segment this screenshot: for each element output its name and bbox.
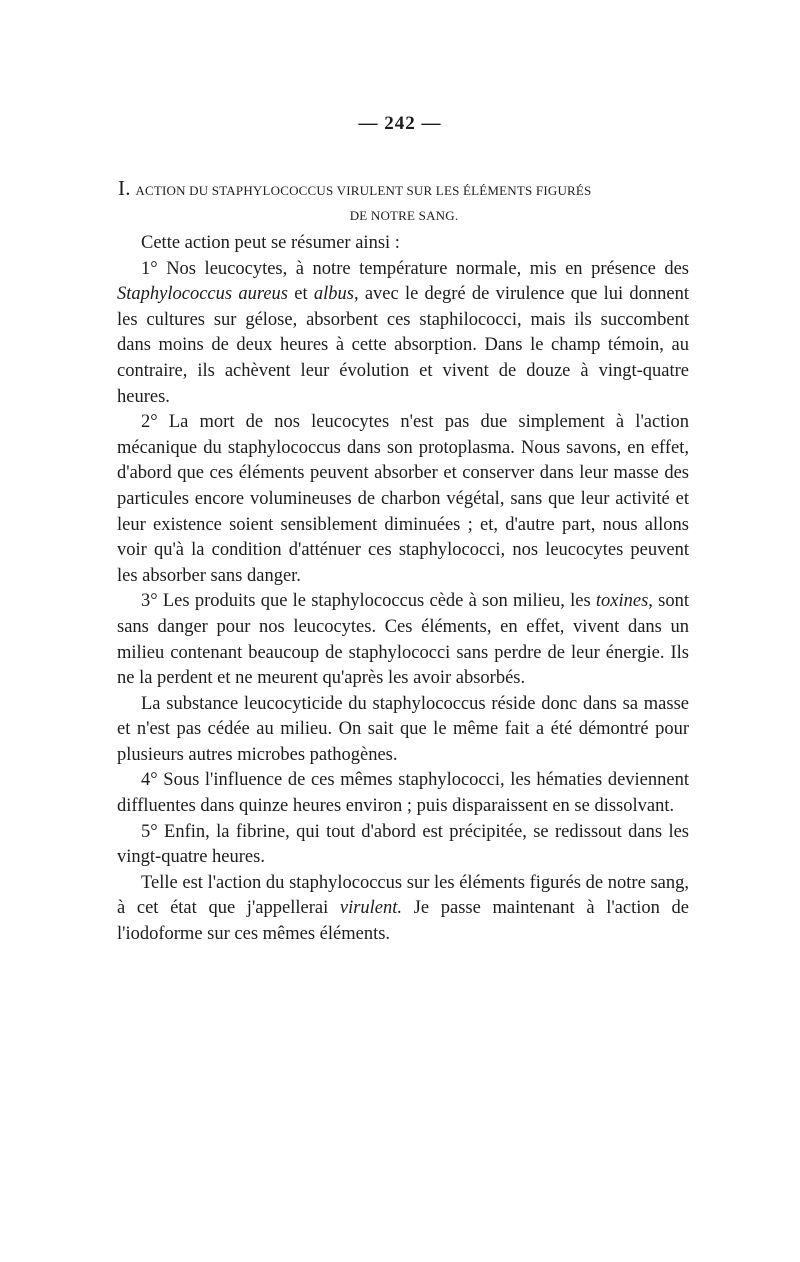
paragraph-1-part-c: , avec le degré de virulence que lui donnent les cultures sur gélose, absorbent ces staphilococci, mais ils succombent dans moins de deux heures à cette absorption. Dans le champ témoin, au contraire, ils achèvent leur évolution et vivent de douze à vingt-quatre heures. bbox=[117, 284, 690, 407]
paragraph-2: 2° La mort de nos leucocytes n'est pas due simplement à l'action mécanique du staphylococcus dans son protoplasma. Nous savons, en effet, d'abord que ces éléments peuvent absorber et conserver dans leur masse des particules encore volumineuses de charbon végétal, sans que leur activité et leur existence soient sensiblement diminuées ; et, d'autre part, nous allons voir qu'à la condition d'atténuer ces staphylococci, nos leucocytes peuvent les absorber sans danger. bbox=[117, 412, 689, 586]
paragraph-4: La substance leucocyticide du staphylococcus réside donc dans sa masse et n'est pas cédée au milieu. On sait que le même fait a été démontré pour plusieurs autres microbes pathogènes. bbox=[117, 693, 689, 765]
section-heading-line-1 bbox=[118, 176, 690, 203]
paragraph-7-part-a: Telle est l'action du staphylococcus sur les éléments figurés de notre sang, à cet état que j'appellerai bbox=[117, 872, 689, 919]
paragraph-6: 5° Enfin, la fibrine, qui tout d'abord est précipitée, se redissout dans les vingt-quatre heures. bbox=[117, 821, 689, 868]
italic-staphylococcus-aureus: Staphylococcus aureus bbox=[117, 284, 288, 305]
italic-virulent: virulent. bbox=[339, 898, 403, 919]
page-number: — 242 — bbox=[358, 113, 442, 134]
italic-toxines: toxines bbox=[595, 591, 649, 612]
paragraph-7 bbox=[117, 871, 689, 948]
paragraph-1-part-b: et bbox=[288, 284, 314, 305]
paragraph-5: 4° Sous l'influence de ces mêmes staphylococci, les hématies deviennent diffluentes dans quinze heures environ ; puis disparaissent en se dissolvant. bbox=[117, 770, 689, 817]
section-title-text-2: DE NOTRE SANG. bbox=[349, 208, 459, 223]
section-title-text-1: ACTION DU STAPHYLOCOCCUS VIRULENT SUR LES ÉLÉMENTS FIGURÉS bbox=[135, 183, 592, 198]
body-text bbox=[117, 231, 689, 948]
paragraph-3-part-a: 3° Les produits que le staphylococcus cède à son milieu, les bbox=[141, 591, 596, 612]
paragraph-1-part-a: 1° Nos leucocytes, à notre température normale, mis en présence des bbox=[141, 258, 689, 279]
paragraph-1 bbox=[117, 257, 689, 411]
paragraph-intro: Cette action peut se résumer ainsi : bbox=[141, 233, 400, 253]
paragraph-3 bbox=[117, 589, 689, 691]
italic-albus: albus bbox=[313, 284, 354, 305]
paragraph-3-part-b: , sont sans danger pour nos leucocytes. Ces éléments, en effet, vivent dans un milieu contenant beaucoup de staphylococci sans perdre de leur énergie. Ils ne la perdent et ne meurent qu'après les avoir absorbés. bbox=[117, 591, 689, 689]
section-numeral: I. bbox=[118, 176, 131, 200]
section-heading bbox=[118, 176, 690, 228]
paragraph-7-part-b: Je passe maintenant à l'action de l'iodoforme sur ces mêmes éléments. bbox=[117, 898, 689, 945]
